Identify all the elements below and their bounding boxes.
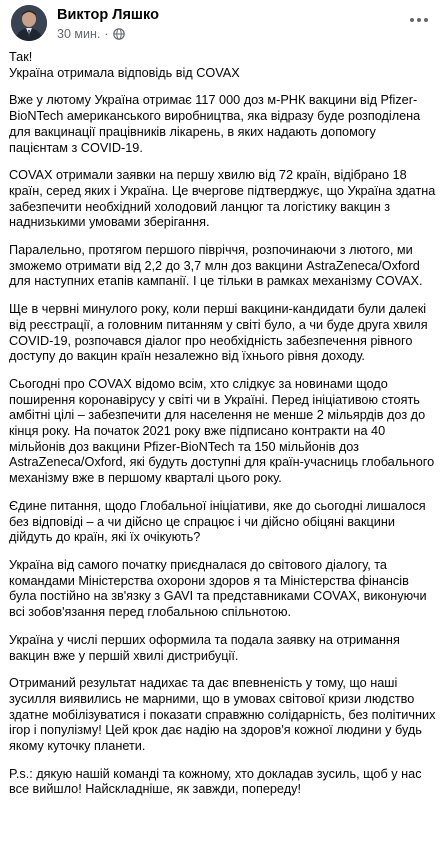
post-paragraph: Україна від самого початку приєдналася до світового діалогу, та командами Міністерства охорони здоров я та Міністерства фінансів була постійно на зв'язку з GAVI та представниками COVAX, виконуючи всі зобов'язання перед глобальною спільнотою. [9,557,427,620]
more-dots-icon [409,17,429,23]
author-avatar[interactable] [11,5,47,41]
avatar-portrait-icon [11,5,47,41]
intro-line: Так! [9,50,33,64]
post-paragraph: Україна у числі перших оформила та подала заявку на отримання вакцин вже у першій хвилі дистрибуції. [9,632,400,663]
post-meta [57,27,125,41]
post-header [9,0,437,50]
author-name[interactable]: Виктор Ляшко [57,7,159,23]
intro-line: Україна отримала відповідь від COVAX [9,65,240,80]
globe-icon [113,28,125,40]
post-paragraph: Єдине питання, щодо Глобальної ініціативи, яке до сьогодні лишалося без відповіді – а чи дійсно це спрацює і чи дійсно обіцяні вакцини дійдуть до країн, які їх очікують? [9,498,426,545]
post-paragraph: Вже у лютому Україна отримає 117 000 доз м-РНК вакцини від Pfizer-BioNTech американського виробництва, яка відразу буде розподілена для вакцинації працівників лікарень, в яких надають допомогу пацієнтам з COVID-19. [9,93,421,155]
more-options-button[interactable] [407,10,431,30]
post-paragraph: Сьогодні про COVAX відомо всім, хто слідкує за новинами щодо поширення коронавірусу у світі чи в Україні. Перед ініціативою стоять амбітні цілі – забезпечити для населення не менше 2 мільярдів доз до кінця року. На початок 2021 року вже підписано контракти на 40 мільйонів доз вакцини Pfizer-BioNTech та 150 мільйонів доз AstraZeneca/Oxford, які будуть доступні для країн-учасниць глобального механізму вже в першому кварталі цього року. [9,376,435,486]
meta-separator: · [104,27,109,41]
post-paragraph: P.s.: дякую нашій команді та кожному, хто докладав зусиль, щоб у нас все вийшло! Найскладніше, як завжди, попереду! [9,766,422,797]
post-paragraph: COVAX отримали заявки на першу хвилю від 72 країн, відібрано 18 країн, серед яких і Україна. Це вчергове підтверджує, що Україна здатна забезпечити необхідний холодовий ланцюг та логістику вакцин з наднизькими умовами зберігання. [9,168,436,230]
post-paragraph: Отриманий результат надихає та дає впевненість у тому, що наші зусилля виявились не марними, що в умовах світової кризи людство здатне мобілізуватися і показати справжню солідарність, без політичних ігор і популізму! Цей крок дає надію на здоров'я кожної людини у будь якому куточку планети. [9,676,436,754]
post-time[interactable]: 30 мин. [57,27,101,41]
post-paragraph: Паралельно, протягом першого півріччя, розпочинаючи з лютого, ми зможемо отримати від 2,2 до 3,7 млн доз вакцини AstraZeneca/Oxford для наступних етапів кампанії. І це тільки в рамках механізму COVAX. [9,243,423,289]
post-intro [9,50,437,81]
post-paragraph: Ще в червні минулого року, коли перші вакцини-кандидати були далекі від реєстрації, а головним питанням у світі було, а чи буде друга хвиля COVID-19, розпочався діалог про необхідність забезпечення рівного доступу до вакцин країн незалежно від їхнього рівня доходу. [9,302,428,364]
post-body [9,50,437,798]
